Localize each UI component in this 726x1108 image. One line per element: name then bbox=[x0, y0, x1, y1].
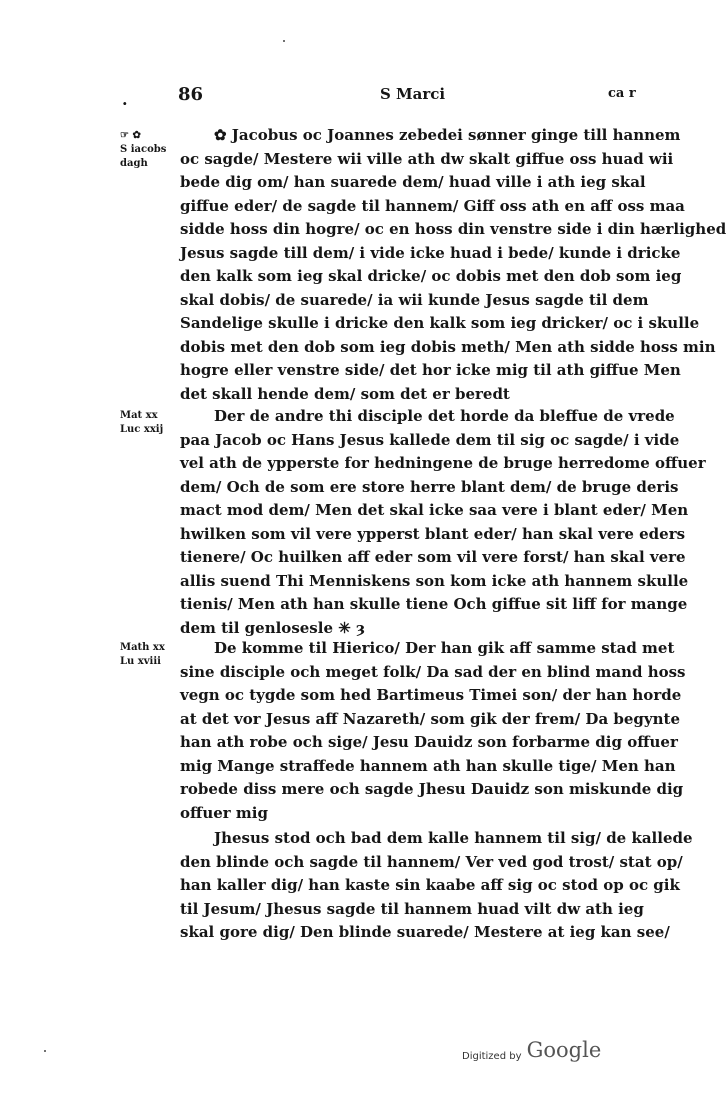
digitized-by-google-watermark bbox=[462, 1038, 601, 1062]
page-header bbox=[0, 84, 680, 108]
text-line: dem til genlosesle ✳ ȝ bbox=[180, 618, 366, 637]
margin-note-line: dagh bbox=[120, 158, 148, 169]
text-line: vel ath de ypperste for hedningene de bruge herredome offuer bbox=[180, 454, 706, 472]
margin-note-line: Luc xxij bbox=[120, 424, 164, 435]
paragraph bbox=[180, 124, 726, 406]
margin-note bbox=[120, 641, 178, 669]
text-line: ✿ Jacobus oc Joannes zebedei sønner ginge till hannem bbox=[214, 126, 681, 144]
text-line: han kaller dig/ han kaste sin kaabe aff sig oc stod op oc gik bbox=[180, 876, 680, 894]
text-line: paa Jacob oc Hans Jesus kallede dem til sig oc sagde/ i vide bbox=[180, 430, 680, 449]
paragraph bbox=[180, 637, 686, 825]
text-line: mact mod dem/ Men det skal icke saa vere i blant eder/ Men bbox=[180, 501, 689, 519]
text-line: dobis met den dob som ieg dobis meth/ Men ath sidde hoss min bbox=[180, 337, 716, 356]
margin-note-line: Lu xviii bbox=[120, 656, 161, 667]
paper-speck bbox=[44, 1050, 46, 1052]
page-number: 86 bbox=[178, 84, 204, 105]
text-line: dem/ Och de som ere store herre blant dem/ de bruge deris bbox=[180, 477, 679, 496]
text-line: hogre eller venstre side/ det hor icke mig til ath giffue Men bbox=[180, 361, 681, 379]
text-line: bede dig om/ han suarede dem/ huad ville i ath ieg skal bbox=[180, 173, 646, 191]
text-line: han ath robe och sige/ Jesu Dauidz son forbarme dig offuer bbox=[180, 733, 678, 751]
text-line: sidde hoss din hogre/ oc en hoss din venstre side i din hærlighed bbox=[180, 220, 726, 238]
text-line: giffue eder/ de sagde til hannem/ Giff oss ath en aff oss maa bbox=[180, 196, 685, 215]
margin-note bbox=[120, 129, 178, 171]
margin-note-line: Mat xx bbox=[120, 410, 158, 421]
margin-note-line: S iacobs bbox=[120, 144, 167, 155]
text-line: Sandelige skulle i dricke den kalk som ieg dricker/ oc i skulle bbox=[180, 314, 700, 332]
text-line: Jhesus stod och bad dem kalle hannem til sig/ de kallede bbox=[214, 829, 693, 847]
google-logo-text: Google bbox=[526, 1038, 602, 1062]
text-line: De komme til Hierico/ Der han gik aff samme stad met bbox=[214, 639, 675, 657]
text-line: tienis/ Men ath han skulle tiene Och giffue sit liff for mange bbox=[180, 595, 688, 613]
text-line: robede diss mere och sagde Jhesu Dauidz son miskunde dig bbox=[180, 780, 684, 798]
text-line: den blinde och sagde til hannem/ Ver ved god trost/ stat op/ bbox=[180, 852, 683, 871]
text-line: skal gore dig/ Den blinde suarede/ Mestere at ieg kan see/ bbox=[180, 923, 670, 941]
signature-mark: ca r bbox=[608, 86, 636, 101]
text-line: skal dobis/ de suarede/ ia wii kunde Jesus sagde til dem bbox=[180, 290, 649, 309]
text-line: den kalk som ieg skal dricke/ oc dobis met den dob som ieg bbox=[180, 267, 682, 285]
paragraph bbox=[180, 827, 693, 945]
text-line: offuer mig bbox=[180, 803, 268, 822]
text-line: sine disciple och meget folk/ Da sad der en blind mand hoss bbox=[180, 662, 686, 681]
text-line: Der de andre thi disciple det horde da bleffue de vrede bbox=[214, 407, 675, 425]
text-line: vegn oc tygde som hed Bartimeus Timei son/ der han horde bbox=[180, 686, 682, 704]
text-line: oc sagde/ Mestere wii ville ath dw skalt giffue oss huad wii bbox=[180, 149, 674, 168]
text-line: at det vor Jesus aff Nazareth/ som gik der frem/ Da begynte bbox=[180, 709, 680, 728]
text-line: mig Mange straffede hannem ath han skulle tige/ Men han bbox=[180, 756, 676, 775]
header-dot: . bbox=[122, 90, 128, 109]
running-title: S Marci bbox=[380, 85, 446, 103]
text-line: allis suend Thi Menniskens son kom icke ath hannem skulle bbox=[180, 571, 689, 590]
margin-note-line: ☞ ✿ bbox=[120, 130, 141, 141]
margin-note-line: Math xx bbox=[120, 642, 165, 653]
text-line: hwilken som vil vere ypperst blant eder/ han skal vere eders bbox=[180, 524, 686, 543]
margin-note bbox=[120, 409, 178, 437]
text-line: til Jesum/ Jhesus sagde til hannem huad vilt dw ath ieg bbox=[180, 899, 644, 918]
text-line: tienere/ Oc huilken aff eder som vil vere forst/ han skal vere bbox=[180, 548, 686, 566]
paragraph bbox=[180, 405, 706, 640]
text-line: Jesus sagde till dem/ i vide icke huad i bede/ kunde i dricke bbox=[180, 243, 681, 262]
paper-speck bbox=[283, 40, 285, 42]
text-line: det skall hende dem/ som det er beredt bbox=[180, 384, 510, 403]
digitized-by-label: Digitized by bbox=[462, 1051, 522, 1062]
